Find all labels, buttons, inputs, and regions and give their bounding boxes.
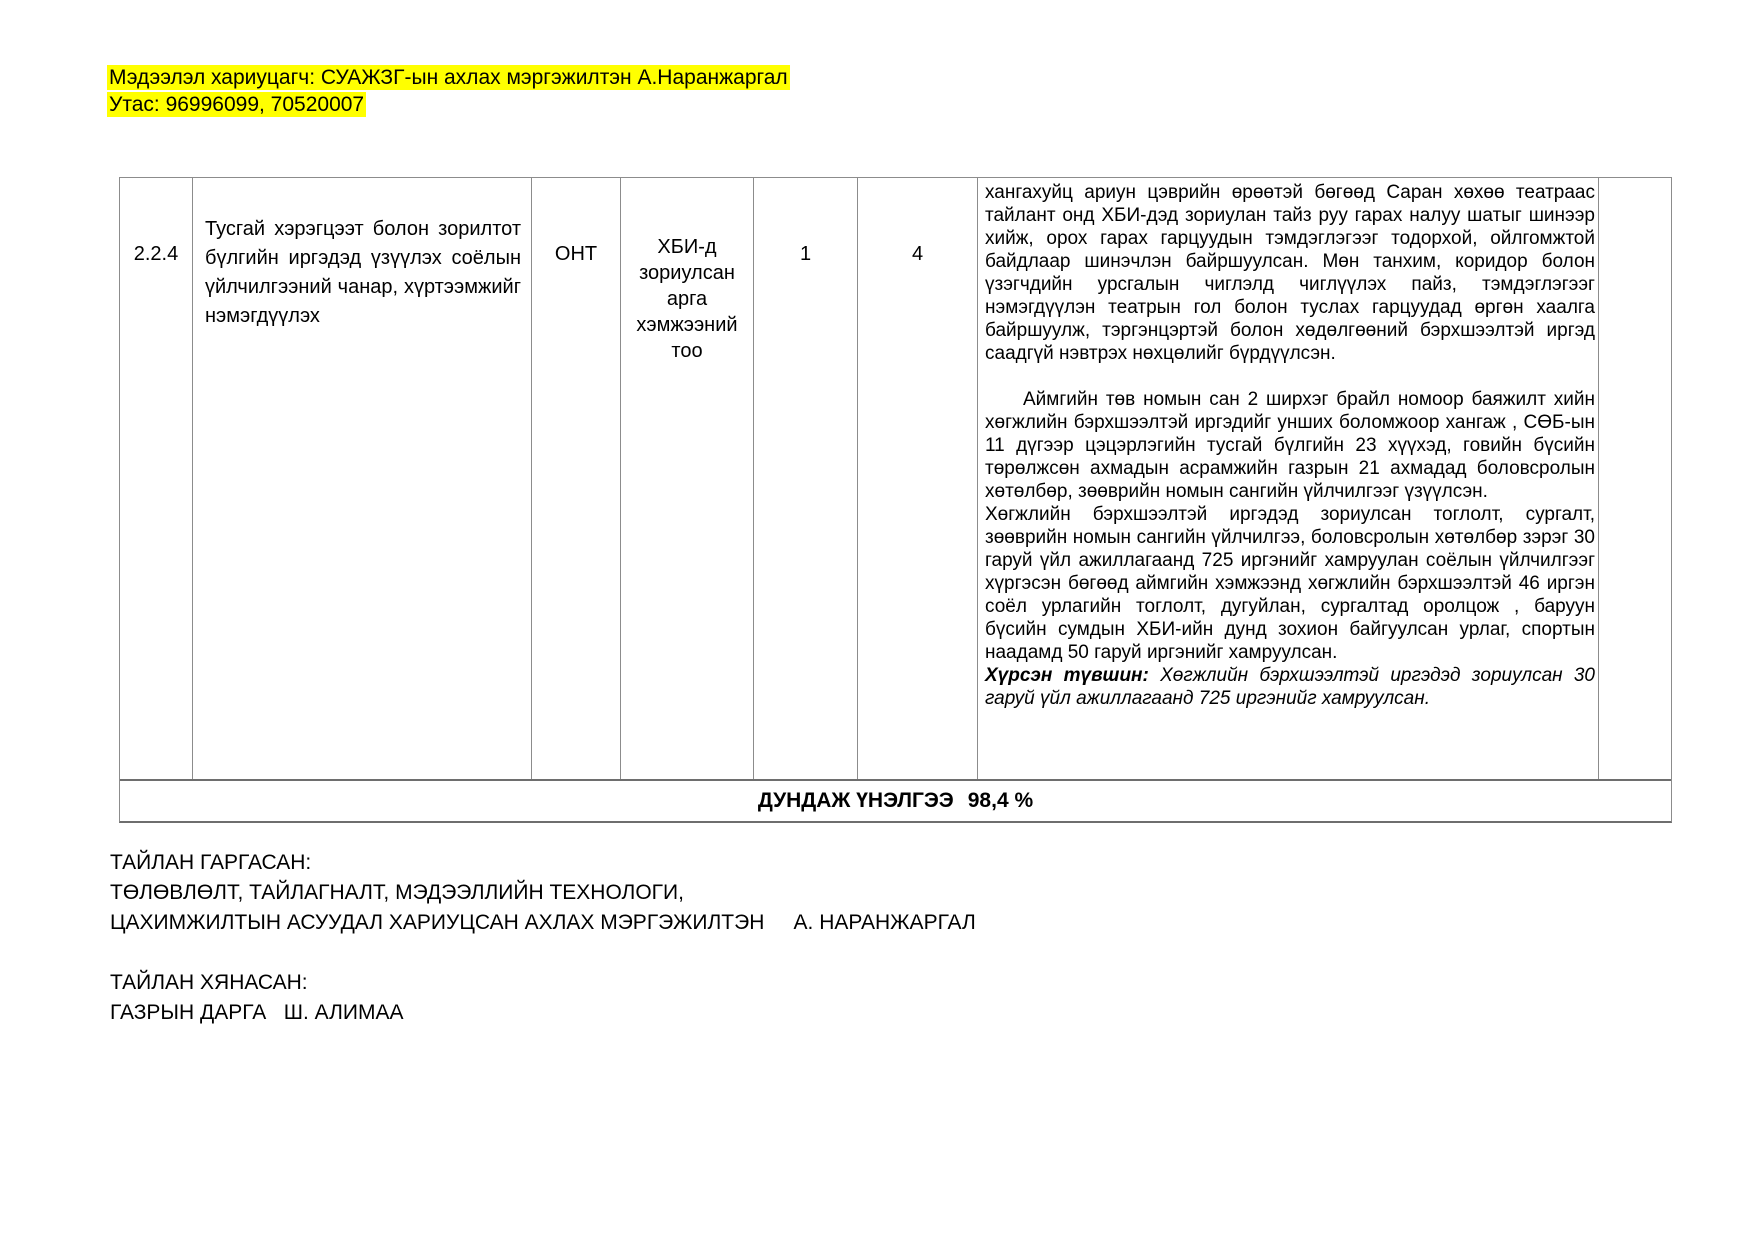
average-score-row	[120, 779, 1671, 821]
category-text: ОНТ	[554, 243, 598, 265]
cell-category	[532, 178, 621, 779]
indicator-text: ХБИ-д зориулсан арга хэмжээний тоо	[636, 236, 738, 362]
cell-indicator	[621, 178, 754, 779]
reviewed-by-label: ТАЙЛАН ХЯНАСАН:	[110, 971, 308, 994]
objective-text: Тусгай хэрэгцээт болон зорилтот бүлгийн иргэдэд үзүүлэх соёлын үйлчилгээний чанар, хүртээмжийг нэмэгдүүлэх	[205, 218, 521, 327]
reviewed-by-line1: ГАЗРЫН ДАРГА Ш. АЛИМАА	[110, 1001, 404, 1024]
cell-empty	[1599, 178, 1671, 779]
cell-objective	[193, 178, 532, 779]
description-paragraph-3: Хөгжлийн бэрхшээлтэй иргэдэд зориулсан тоглолт, сургалт, зөөврийн номын сангийн үйлчилгээ, боловсролын хөтөлбөр зэрэг 30 гаруй үйл ажиллагаанд 725 иргэнийг хамруулан соёлын үйлчилгээг хүргэсэн бөгөөд аймгийн хэмжээнд хөгжлийн бэрхшээлтэй 46 иргэн соёл урлагийн тоглолт, дугуйлан, сургалтад оролцож , баруун бүсийн сумдын ХБИ-ийн дунд зохион байгуулсан урлаг, спортын наадамд 50 гаруй иргэнийг хамруулсан.	[985, 504, 1595, 663]
contact-note-line1: Мэдээлэл хариуцагч: СУАЖЗГ-ын ахлах мэргэжилтэн А.Наранжаргал	[109, 66, 788, 89]
signature-footer	[110, 848, 976, 1028]
prepared-by-label: ТАЙЛАН ГАРГАСАН:	[110, 851, 312, 874]
achieved-level-text: Хөгжлийн бэрхшээлтэй иргэдэд зориулсан 30 гаруй үйл ажиллагаанд 725 иргэнийг хамруулсан.	[985, 665, 1595, 709]
result-value: 4	[911, 243, 924, 265]
average-score-label: ДУНДАЖ ҮНЭЛГЭЭ	[757, 789, 954, 812]
description-paragraph-2: Аймгийн төв номын сан 2 ширхэг брайл номоор баяжилт хийн хөгжлийн бэрхшээлтэй иргэдийг унших боломжоор хангаж , СӨБ-ын 11 дүгээр цэцэрлэгийн тусгай бүлгийн 23 хүүхэд, говийн бүсийн төрөлжсөн ахмадын асрамжийн газрын 21 ахмадад боловсролын хөтөлбөр, зөөврийн номын сангийн үйлчилгээг үзүүлсэн.	[985, 389, 1595, 502]
target-value: 1	[799, 243, 812, 265]
cell-row-index	[120, 178, 193, 779]
cell-description	[978, 178, 1599, 779]
achieved-level	[985, 664, 1595, 710]
contact-note	[107, 64, 790, 118]
contact-note-row1	[107, 64, 790, 91]
average-score-value: 98,4 %	[967, 789, 1034, 812]
row-index: 2.2.4	[133, 243, 179, 265]
cell-result-value	[858, 178, 978, 779]
description-paragraph-1: хангахуйц ариун цэврийн өрөөтэй бөгөөд Саран хөхөө театраас тайлант онд ХБИ-дэд зориулан тайз руу гарах налуу шатыг шинээр хийж, орох гарах гарцуудын тэмдэглэгээг тодорхой, ойлгомжтой байдлаар шинэчлэн байршуулсан. Мөн танхим, коридор болон үзэгчдийн урсгалын чиглэлд чиглүүлэх пайз, тэмдэглэгээг нэмэгдүүлэн театрын гол болон туслах гарцуудад өргөн хаалга байршуулж, тэргэнцэртэй болон хөдөлгөөний бэрхшээлтэй иргэд саадгүй нэвтрэх нөхцөлийг бүрдүүлсэн.	[985, 182, 1595, 364]
contact-note-row2	[107, 91, 790, 118]
achieved-level-label: Хүрсэн түвшин:	[985, 665, 1149, 686]
contact-note-line2: Утас: 96996099, 70520007	[109, 93, 365, 116]
cell-target-value	[754, 178, 858, 779]
prepared-by-line2: ЦАХИМЖИЛТЫН АСУУДАЛ ХАРИУЦСАН АХЛАХ МЭРГЭЖИЛТЭН А. НАРАНЖАРГАЛ	[110, 911, 976, 934]
report-table	[119, 177, 1672, 823]
prepared-by-line1: ТӨЛӨВЛӨЛТ, ТАЙЛАГНАЛТ, МЭДЭЭЛЛИЙН ТЕХНОЛОГИ,	[110, 881, 684, 904]
